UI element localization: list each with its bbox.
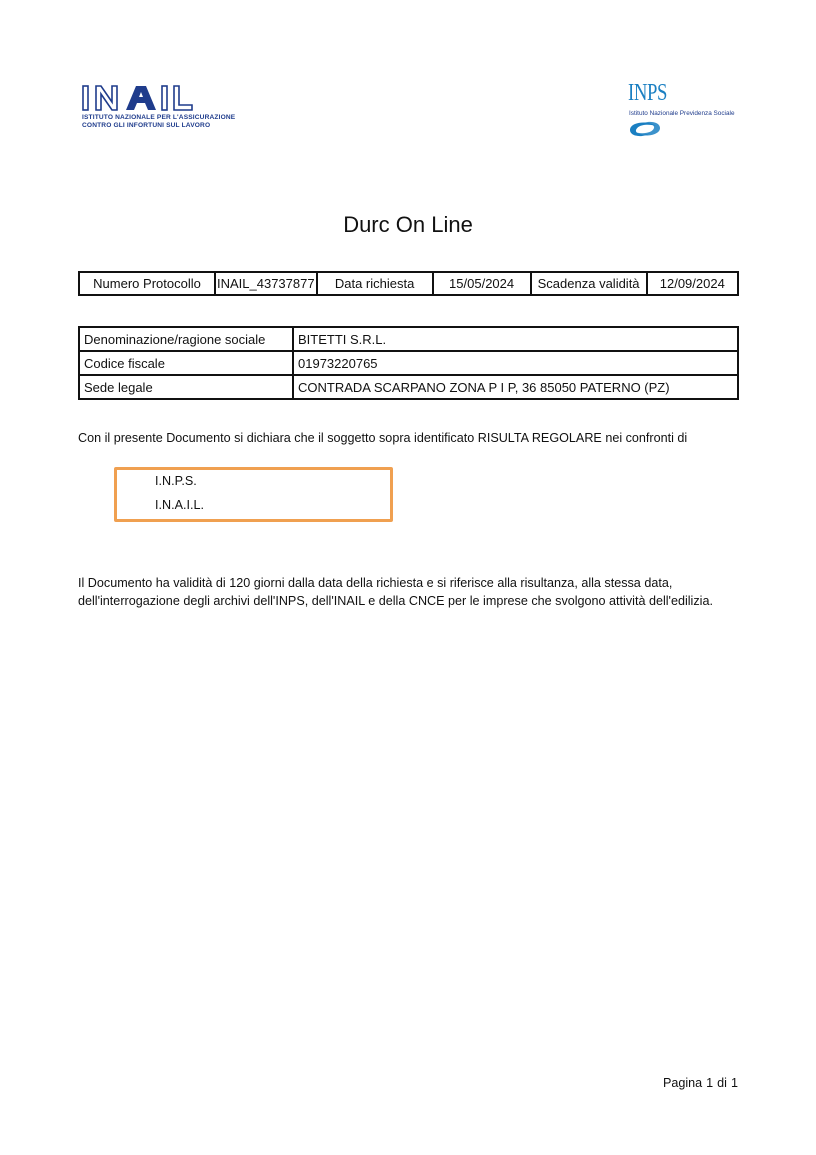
company-name-value: BITETTI S.R.L. [293,327,738,351]
table-row [79,375,738,399]
page-footer [663,1076,738,1090]
page-number: 1 [706,1076,714,1090]
regularity-statement: Con il presente Documento si dichiara che il soggetto sopra identificato RISULTA REGOLARE nei confronti di [78,431,688,445]
inail-logo [82,84,242,134]
inps-subtitle: Istituto Nazionale Previdenza Sociale [629,110,735,117]
registered-office-value: CONTRADA SCARPANO ZONA P I P, 36 85050 PATERNO (PZ) [293,375,738,399]
request-date-label: Data richiesta [317,272,433,295]
inail-subtitle [82,114,235,129]
page-of-label: di [717,1076,727,1090]
request-date-value: 15/05/2024 [433,272,531,295]
entity-inps: I.N.P.S. [155,474,197,488]
tax-code-value: 01973220765 [293,351,738,375]
page-label: Pagina [662,1076,703,1090]
table-row [79,351,738,375]
protocol-row [79,272,738,295]
validity-line-2: dell'interrogazione degli archivi dell'INPS, dell'INAIL e della CNCE per le imprese che svolgono attività dell'edilizia. [78,594,713,608]
expiry-value: 12/09/2024 [647,272,738,295]
inail-wordmark-icon [82,84,208,112]
inail-subtitle-line2: CONTRO GLI INFORTUNI SUL LAVORO [82,121,211,129]
protocol-number-label: Numero Protocollo [79,272,215,295]
protocol-table [78,271,739,296]
inail-subtitle-line1: ISTITUTO NAZIONALE PER L'ASSICURAZIONE [82,114,236,121]
document-title: Durc On Line [343,212,473,237]
inps-wordmark: INPS [628,80,668,106]
expiry-label: Scadenza validità [531,272,647,295]
registered-office-label: Sede legale [79,375,293,399]
inps-logo [626,80,756,140]
company-table [78,326,739,400]
tax-code-label: Codice fiscale [79,351,293,375]
validity-line-1: Il Documento ha validità di 120 giorni dalla data della richiesta e si riferisce alla risultanza, alla stessa data, [78,576,673,590]
protocol-number-value: INAIL_43737877 [215,272,317,295]
company-name-label: Denominazione/ragione sociale [79,327,293,351]
table-row [79,327,738,351]
page-total: 1 [730,1076,738,1090]
inps-swirl-icon [626,118,664,140]
entity-inail: I.N.A.I.L. [155,498,204,512]
